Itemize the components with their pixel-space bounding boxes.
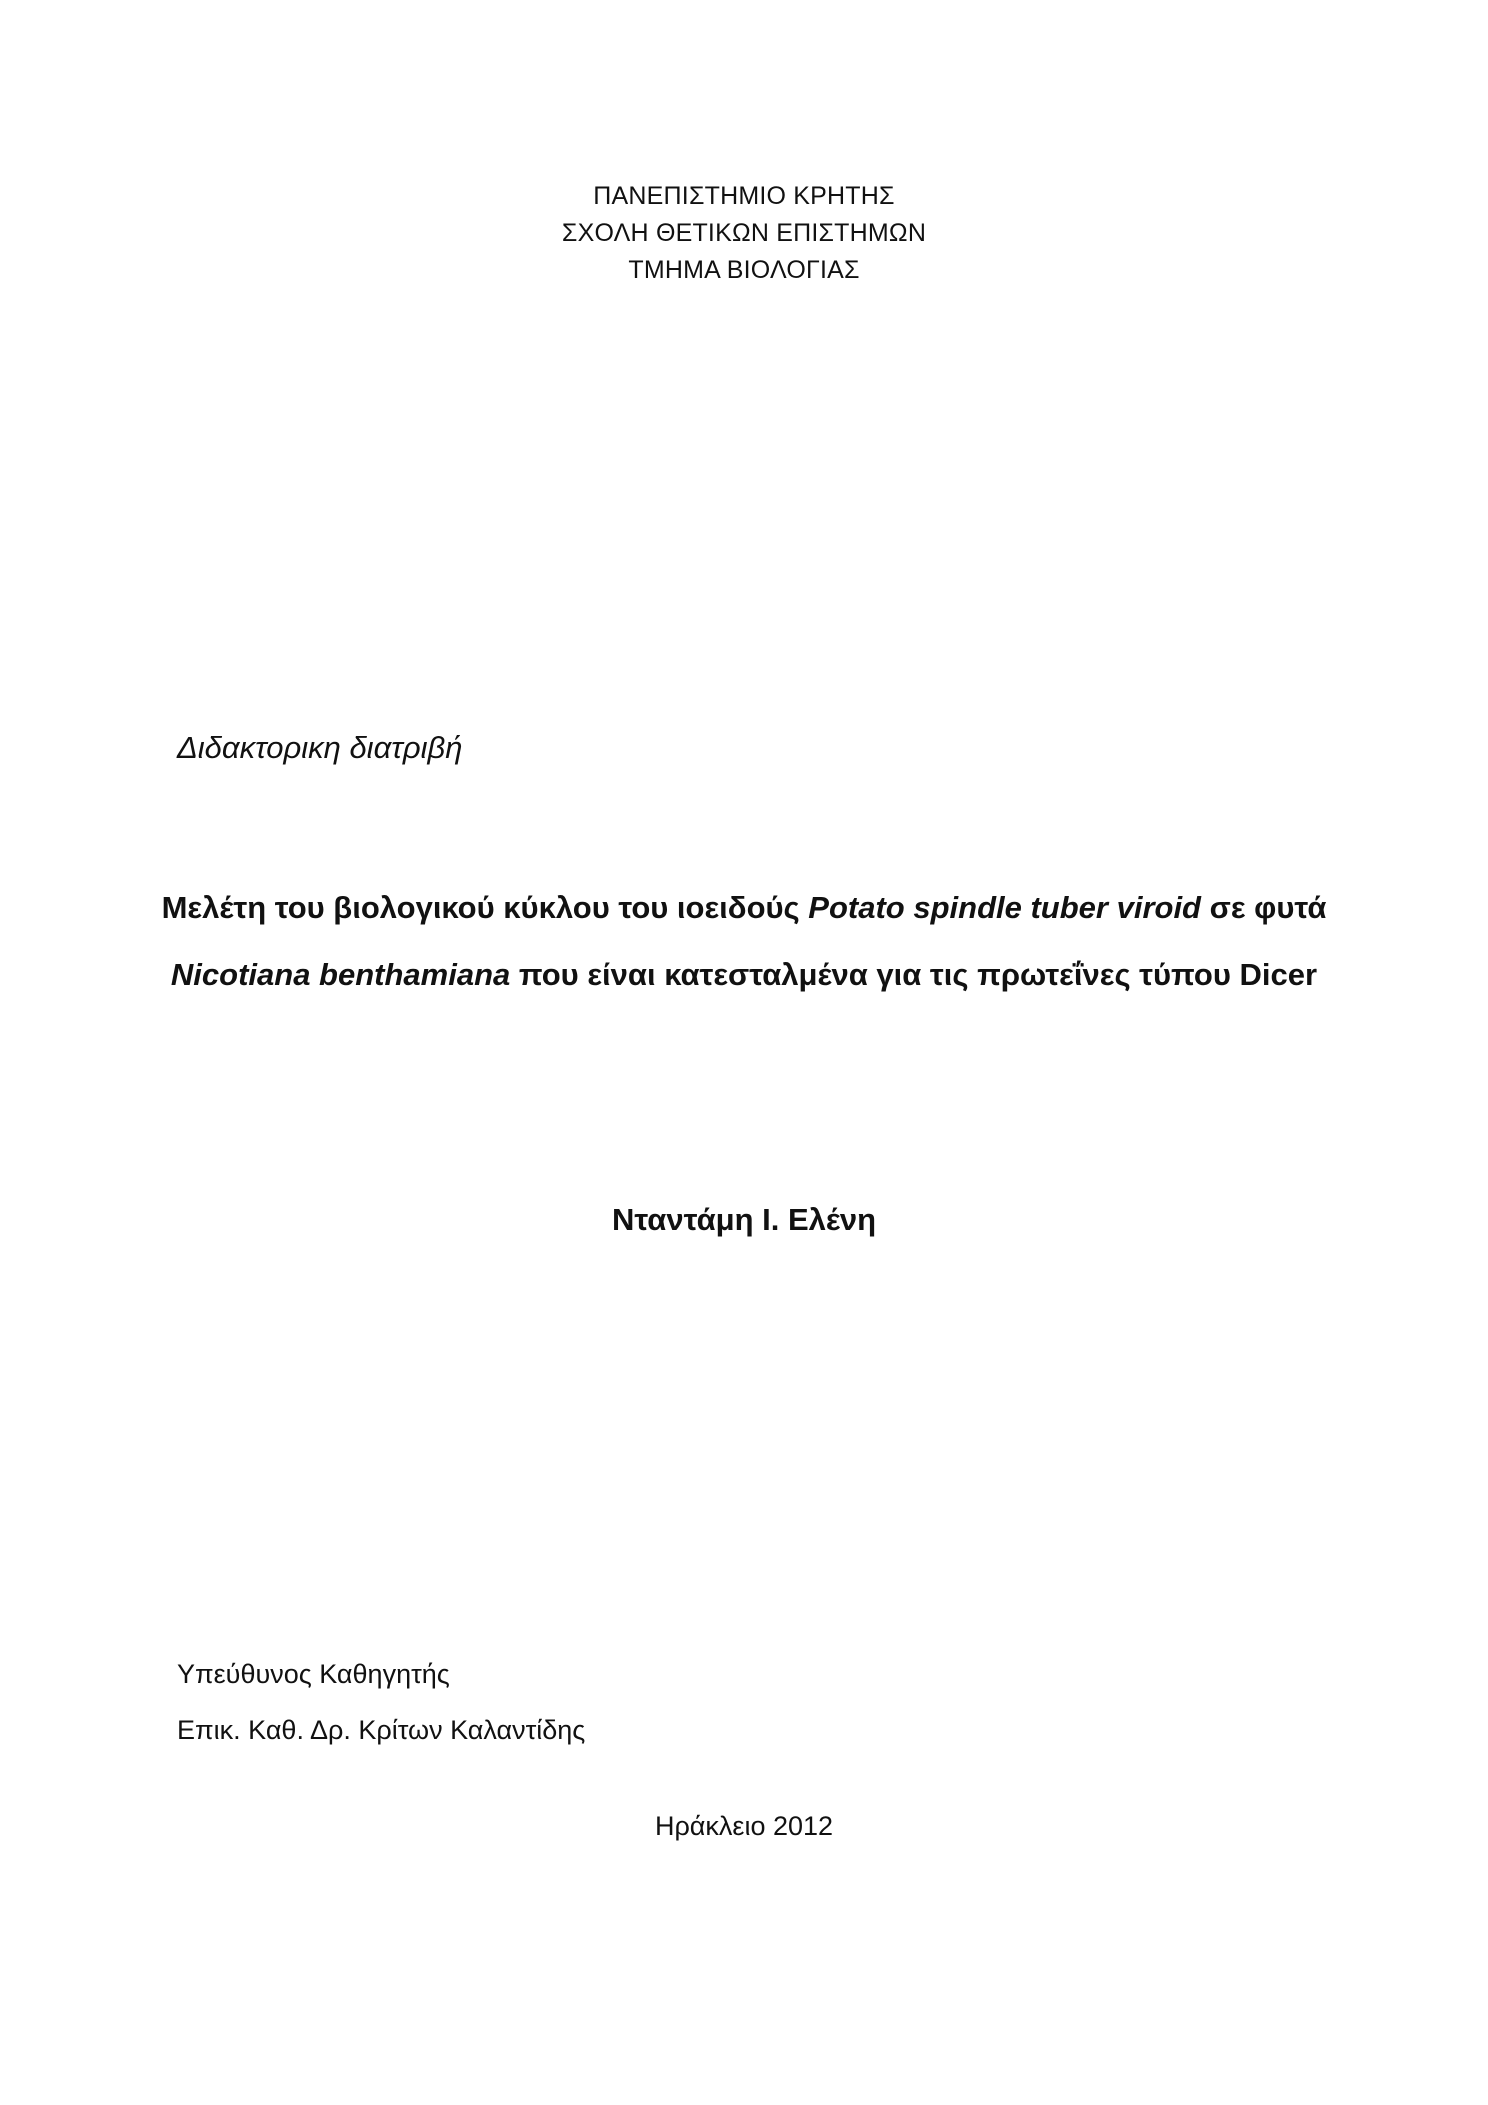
supervisor-name: Επικ. Καθ. Δρ. Κρίτων Καλαντίδης bbox=[177, 1715, 586, 1745]
document-type: Διδακτορικη διατριβή bbox=[177, 730, 463, 765]
department-name: ΤΜΗΜΑ ΒΙΟΛΟΓΙΑΣ bbox=[628, 256, 860, 284]
supervisor-label: Υπεύθυνος Καθηγητής bbox=[177, 1659, 450, 1689]
place-and-date: Ηράκλειο 2012 bbox=[654, 1811, 834, 1841]
title-line-1 bbox=[0, 874, 1488, 941]
institution-header bbox=[0, 178, 1488, 289]
university-name: ΠΑΝΕΠΙΣΤΗΜΙΟ ΚΡΗΤΗΣ bbox=[593, 182, 895, 210]
title-line-2 bbox=[0, 941, 1488, 1008]
supervisor-block bbox=[177, 1646, 585, 1758]
title-text: που είναι κατεσταλμένα για τις πρωτεΐνες τύπου Dicer bbox=[510, 957, 1318, 992]
title-text: Μελέτη του βιολογικού κύκλου του ιοειδούς bbox=[161, 890, 809, 925]
title-species-plant: Nicotiana benthamiana bbox=[170, 957, 511, 992]
author-name: Νταντάμη Ι. Ελένη bbox=[611, 1202, 877, 1237]
school-name: ΣΧΟΛΗ ΘΕΤΙΚΩΝ ΕΠΙΣΤΗΜΩΝ bbox=[561, 219, 927, 247]
title-text: σε φυτά bbox=[1201, 890, 1327, 925]
title-species-viroid: Potato spindle tuber viroid bbox=[808, 890, 1201, 925]
thesis-title bbox=[0, 874, 1488, 1008]
